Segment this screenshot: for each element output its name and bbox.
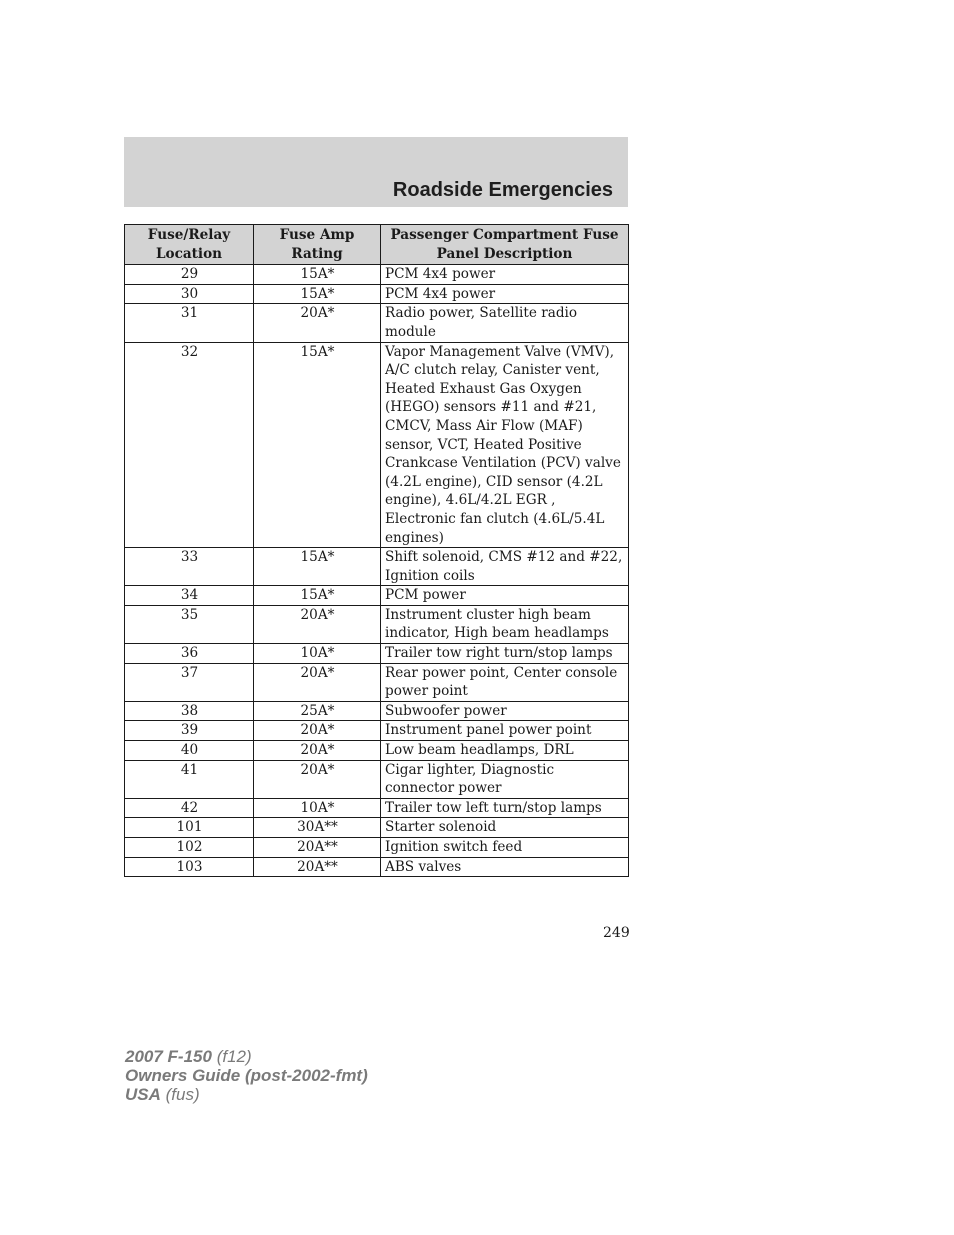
table-row: [125, 605, 629, 643]
description-cell: Radio power, Satellite radio module: [381, 304, 629, 342]
header-description: Passenger Compartment Fuse Panel Description: [381, 225, 629, 265]
amp-rating-cell: 15A*: [254, 342, 381, 548]
table-row: [125, 701, 629, 721]
section-header-band: [124, 137, 628, 207]
footer-line-2: [125, 1066, 368, 1085]
table-header-row: [125, 225, 629, 265]
amp-rating-cell: 10A*: [254, 644, 381, 664]
table-row: [125, 342, 629, 548]
fuse-location-cell: 31: [125, 304, 254, 342]
footer-line-1: [125, 1047, 368, 1066]
fuse-location-cell: 34: [125, 586, 254, 606]
description-cell: Instrument panel power point: [381, 721, 629, 741]
fuse-location-cell: 35: [125, 605, 254, 643]
page-number: 249: [603, 925, 630, 941]
amp-rating-cell: 15A*: [254, 548, 381, 586]
amp-rating-cell: 15A*: [254, 284, 381, 304]
description-cell: Trailer tow right turn/stop lamps: [381, 644, 629, 664]
description-cell: Vapor Management Valve (VMV), A/C clutch relay, Canister vent, Heated Exhaust Gas Oxygen (HEGO) sensors #11 and #21, CMCV, Mass Air Flow (MAF) sensor, VCT, Heated Positive Crankcase Ventilation (PCV) valve (4.2L engine), CID sensor (4.2L engine), 4.6L/4.2L EGR , Electronic fan clutch (4.6L/5.4L engines): [381, 342, 629, 548]
fuse-location-cell: 101: [125, 818, 254, 838]
section-title: Roadside Emergencies: [392, 179, 613, 201]
fuse-location-cell: 102: [125, 838, 254, 858]
amp-rating-cell: 20A**: [254, 857, 381, 877]
fuse-location-cell: 36: [125, 644, 254, 664]
table-body: [125, 265, 629, 877]
description-cell: Shift solenoid, CMS #12 and #22, Ignition coils: [381, 548, 629, 586]
fuse-location-cell: 38: [125, 701, 254, 721]
table-row: [125, 838, 629, 858]
table-row: [125, 663, 629, 701]
amp-rating-cell: 20A*: [254, 605, 381, 643]
fuse-location-cell: 42: [125, 798, 254, 818]
description-cell: PCM 4x4 power: [381, 265, 629, 285]
amp-rating-cell: 15A*: [254, 265, 381, 285]
amp-rating-cell: 20A*: [254, 741, 381, 761]
table-row: [125, 798, 629, 818]
description-cell: Instrument cluster high beam indicator, High beam headlamps: [381, 605, 629, 643]
footer-guide: Owners Guide (post-2002-fmt): [125, 1066, 368, 1085]
amp-rating-cell: 20A*: [254, 663, 381, 701]
table-row: [125, 284, 629, 304]
footer-market-code: (fus): [165, 1085, 200, 1104]
amp-rating-cell: 25A*: [254, 701, 381, 721]
footer-market: USA: [125, 1085, 161, 1104]
description-cell: PCM power: [381, 586, 629, 606]
fuse-location-cell: 33: [125, 548, 254, 586]
table-row: [125, 818, 629, 838]
description-cell: Trailer tow left turn/stop lamps: [381, 798, 629, 818]
fuse-location-cell: 40: [125, 741, 254, 761]
amp-rating-cell: 20A*: [254, 304, 381, 342]
fuse-location-cell: 37: [125, 663, 254, 701]
footer-model: 2007 F-150: [125, 1047, 212, 1066]
description-cell: Subwoofer power: [381, 701, 629, 721]
fuse-location-cell: 41: [125, 760, 254, 798]
header-fuse-relay-location: Fuse/Relay Location: [125, 225, 254, 265]
amp-rating-cell: 20A*: [254, 721, 381, 741]
amp-rating-cell: 20A*: [254, 760, 381, 798]
header-fuse-amp-rating: Fuse Amp Rating: [254, 225, 381, 265]
table-row: [125, 265, 629, 285]
amp-rating-cell: 20A**: [254, 838, 381, 858]
description-cell: PCM 4x4 power: [381, 284, 629, 304]
fuse-table: [124, 224, 629, 877]
table-row: [125, 857, 629, 877]
fuse-location-cell: 32: [125, 342, 254, 548]
table-row: [125, 721, 629, 741]
fuse-location-cell: 29: [125, 265, 254, 285]
table-row: [125, 548, 629, 586]
amp-rating-cell: 10A*: [254, 798, 381, 818]
description-cell: Cigar lighter, Diagnostic connector power: [381, 760, 629, 798]
footer-model-code: (f12): [216, 1047, 252, 1066]
amp-rating-cell: 30A**: [254, 818, 381, 838]
description-cell: Rear power point, Center console power point: [381, 663, 629, 701]
table-row: [125, 644, 629, 664]
description-cell: Ignition switch feed: [381, 838, 629, 858]
document-footer: [125, 1047, 368, 1104]
fuse-location-cell: 103: [125, 857, 254, 877]
footer-line-3: [125, 1085, 368, 1104]
description-cell: ABS valves: [381, 857, 629, 877]
table-row: [125, 741, 629, 761]
table-row: [125, 304, 629, 342]
fuse-location-cell: 30: [125, 284, 254, 304]
table-row: [125, 586, 629, 606]
description-cell: Starter solenoid: [381, 818, 629, 838]
description-cell: Low beam headlamps, DRL: [381, 741, 629, 761]
amp-rating-cell: 15A*: [254, 586, 381, 606]
fuse-location-cell: 39: [125, 721, 254, 741]
table-row: [125, 760, 629, 798]
